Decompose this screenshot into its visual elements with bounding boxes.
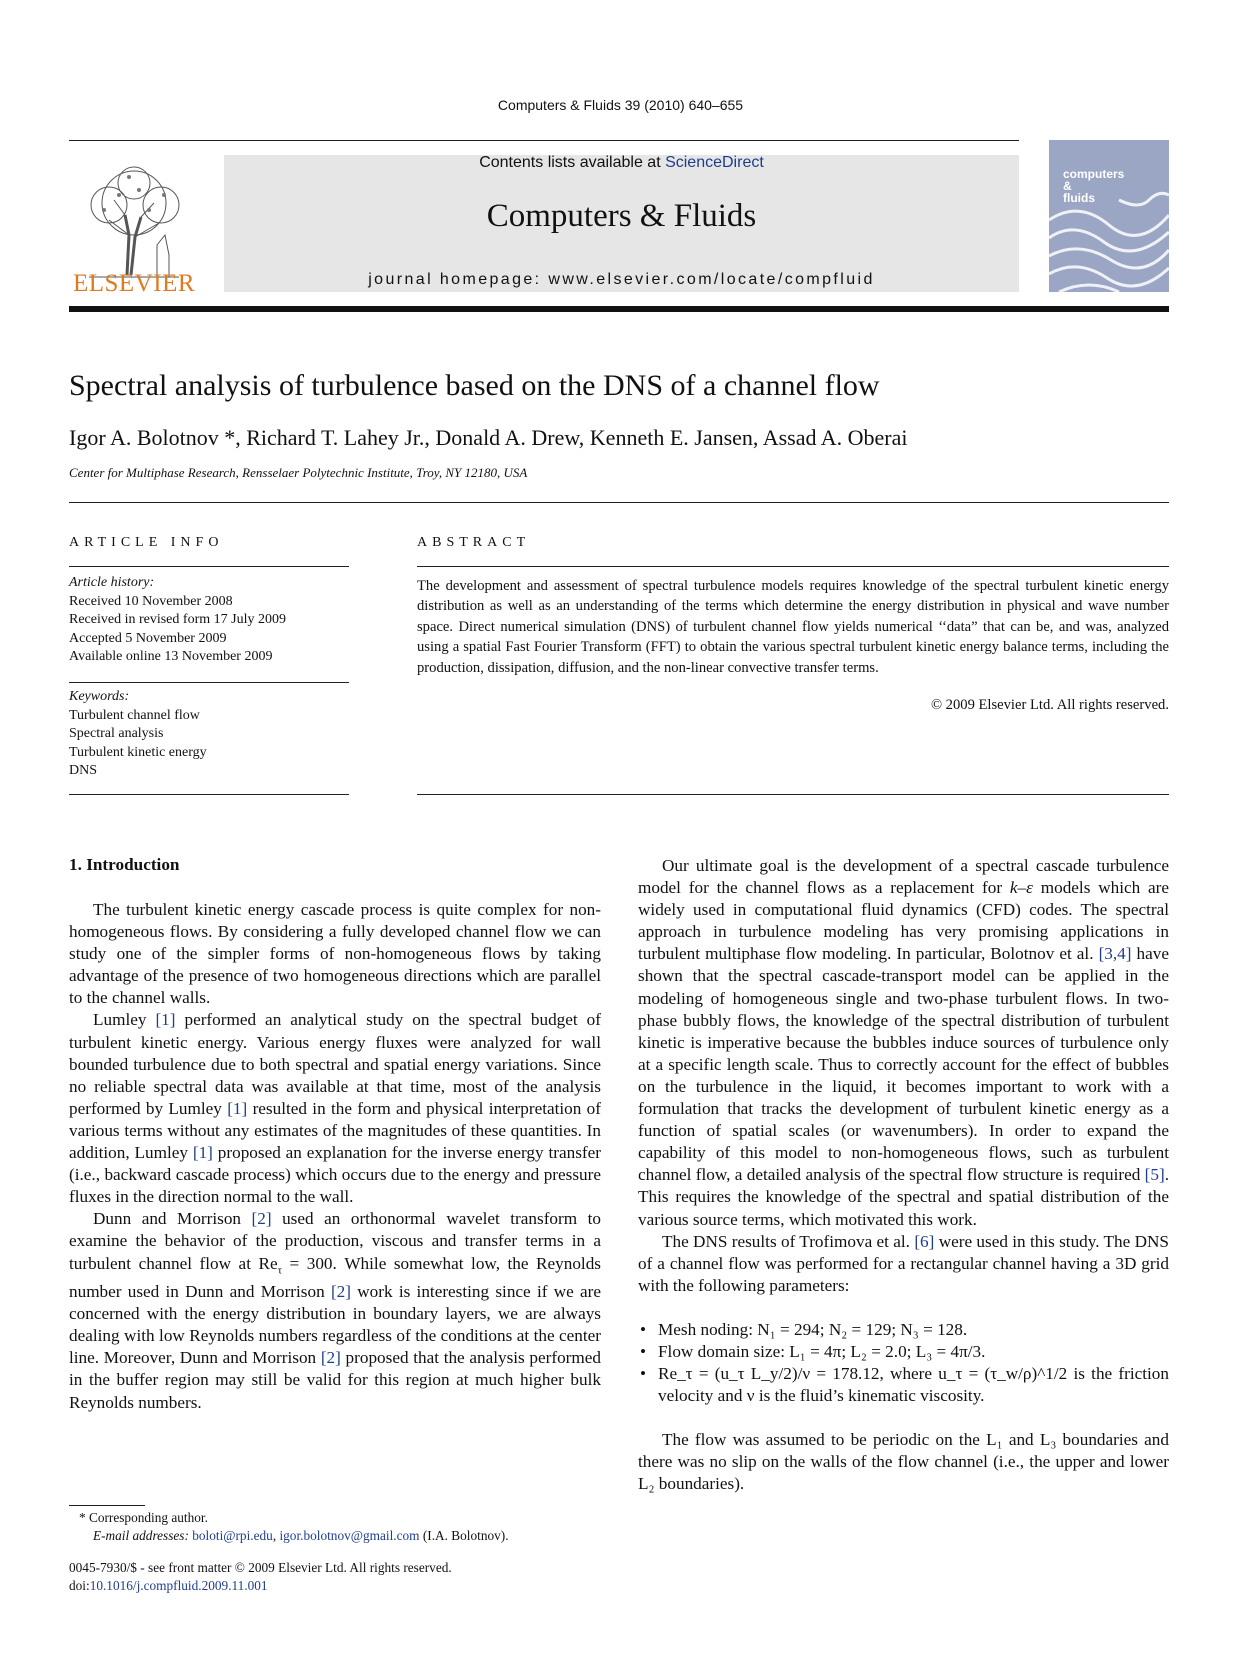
doi-line: doi:10.1016/j.compfluid.2009.11.001 <box>69 1578 268 1593</box>
list-item: • Flow domain size: L₁ = 4π; L₂ = 2.0; L₃ = 4π/3. <box>638 1341 1169 1363</box>
paragraph: Our ultimate goal is the development of a spectral cascade turbulence model for the channel flows as a replacement for k–ε models which are widely used in computational fluid dynamics (CFD) codes. The spectral approach in turbulence modeling has very promising applications in turbulent multiphase flow modeling. In particular, Bolotnov et al. [3,4] have shown that the spectral cascade-transport model can be applied in the modeling of homogeneous single and two-phase turbulent flows. In two-phase bubbly flows, the knowledge of the spectral distribution of turbulent kinetic is imperative because the bubbles induce sources of turbulence only at a specific length scale. Thus to correctly account for the effect of bubbles on the turbulence in the liquid, it becomes important to work with a formulation that tracks the development of turbulent kinetic energy as a function of spatial scales (or wavenumbers). In order to expand the capability of this model to non-homogeneous flows, such as turbulent channel flow, a detailed analysis of the spectral flow structure is required [5]. This requires the knowledge of the spectral and spatial distribution of the various source terms, which motivated this work. <box>638 856 1169 1229</box>
citation-link[interactable]: [1] <box>227 1098 248 1118</box>
journal-reference: Computers & Fluids 39 (2010) 640–655 <box>497 97 744 113</box>
corresponding-author-note: * Corresponding author. <box>79 1510 208 1525</box>
citation-link[interactable]: [2] <box>330 1282 351 1302</box>
header-rule <box>69 140 1019 141</box>
footnote <box>69 1509 629 1545</box>
front-matter-info <box>69 1559 629 1595</box>
abstract-rule <box>417 566 1169 567</box>
header-thick-rule <box>69 306 1169 312</box>
left-column-text <box>69 899 601 1414</box>
keyword-item: Spectral analysis <box>69 726 164 741</box>
history-item: Accepted 5 November 2009 <box>69 630 227 646</box>
title-rule <box>69 502 1169 503</box>
journal-cover-thumbnail <box>1049 140 1169 292</box>
paragraph: Lumley [1] performed an analytical study on the spectral budget of turbulent kinetic energy. Various energy fluxes were analyzed for wall bounded turbulence due to both spectral and spatial energy variations. Since no reliable spectral data was available at that time, most of the analysis performed by Lumley [1] resulted in the form and physical interpretation of various terms without any estimates of the magnitudes of these quantities. In addition, Lumley [1] proposed an explanation for the inverse energy transfer (i.e., backward cascade process) which occurs due to the energy and pressure fluxes in the direction normal to the wall. <box>69 1010 601 1207</box>
doi-link[interactable]: 10.1016/j.compfluid.2009.11.001 <box>89 1578 268 1593</box>
keywords-rule <box>69 682 349 683</box>
cover-wave-pattern-icon <box>1049 140 1169 292</box>
abstract-heading: ABSTRACT <box>417 535 531 550</box>
list-item: • Re_τ = (u_τ L_y/2)/ν = 178.12, where u_τ = (τ_w/ρ)^1/2 is the friction velocity and ν is the fluid’s kinematic viscosity. <box>638 1363 1169 1407</box>
email-link[interactable]: boloti@rpi.edu <box>192 1528 273 1543</box>
abstract-copyright: © 2009 Elsevier Ltd. All rights reserved. <box>930 697 1169 713</box>
journal-homepage[interactable]: journal homepage: www.elsevier.com/locate/compfluid <box>368 271 875 288</box>
history-item: Received in revised form 17 July 2009 <box>69 612 286 627</box>
keyword-item: Turbulent kinetic energy <box>69 744 207 760</box>
citation-link[interactable]: [5] <box>1144 1165 1165 1185</box>
parameter-list <box>638 1319 1169 1407</box>
footnote-rule <box>69 1505 145 1506</box>
history-item: Available online 13 November 2009 <box>69 649 273 664</box>
abstract-text: The development and assessment of spectral turbulence models requires knowledge of the spectral turbulent kinetic energy distribution as well as an understanding of the terms which determine the energy distribution in physical and wave number space. Direct numerical simulation (DNS) of turbulent channel flow yields numerical ‘‘data” that can be, and was, analyzed using a spatial Fast Fourier Transform (FFT) to obtain the various spectral turbulent kinetic energy balance terms, including the production, dissipation, diffusion, and the non-linear convective transfer terms. <box>417 578 1169 676</box>
list-item: • Mesh noding: N₁ = 294; N₂ = 129; N₃ = 128. <box>638 1319 1169 1341</box>
author-affiliation: Center for Multiphase Research, Rensselaer Polytechnic Institute, Troy, NY 12180, USA <box>69 465 528 480</box>
article-title: Spectral analysis of turbulence based on the DNS of a channel flow <box>69 369 880 402</box>
section-heading-introduction: 1. Introduction <box>69 855 180 874</box>
article-authors: Igor A. Bolotnov *, Richard T. Lahey Jr., Donald A. Drew, Kenneth E. Jansen, Assad A. Oberai <box>69 425 908 450</box>
email-addresses: E-mail addresses: boloti@rpi.edu, igor.bolotnov@gmail.com (I.A. Bolotnov). <box>93 1528 509 1543</box>
citation-link[interactable]: [1] <box>155 1010 176 1030</box>
article-info-bottom-rule <box>69 794 349 795</box>
citation-link[interactable]: [3,4] <box>1098 944 1132 964</box>
publisher-logo-text: ELSEVIER <box>72 270 196 297</box>
citation-link[interactable]: [2] <box>251 1209 272 1229</box>
article-history: Article history: Received 10 November 2008 Received in revised form 17 July 2009 Accepted 5 November 2009 Available online 13 November 2009 <box>69 574 349 667</box>
paragraph: The turbulent kinetic energy cascade process is quite complex for non-homogeneous flows. By considering a fully developed channel flow we can study one of the simpler forms of non-homogeneous flows by taking advantage of the presence of two homogeneous directions which are parallel to the channel walls. <box>69 900 601 1008</box>
paragraph: The DNS results of Trofimova et al. [6] were used in this study. The DNS of a channel flow was performed for a rectangular channel having a 3D grid with the following parameters: <box>638 1231 1169 1295</box>
paragraph: Dunn and Morrison [2] used an orthonormal wavelet transform to examine the behavior of the production, viscous and transfer terms in a turbulent channel flow at $Re_\tau = 300$. While somewhat low, the Reynolds number used in Dunn and Morrison [2] work is interesting since if we are concerned with the energy distribution in boundary layers, we are always dealing with low Reynolds numbers regardless of the conditions at the center line. Moreover, Dunn and Morrison [2] proposed that the analysis performed in the buffer region may still be valid for this region at much higher bulk Reynolds numbers. <box>69 1209 601 1412</box>
article-info-heading: ARTICLE INFO <box>69 535 224 550</box>
history-item: Received 10 November 2008 <box>69 593 233 609</box>
issn-line: 0045-7930/$ - see front matter © 2009 Elsevier Ltd. All rights reserved. <box>69 1560 452 1575</box>
keyword-item: Turbulent channel flow <box>69 707 200 723</box>
contents-line: Contents lists available at ScienceDirect <box>479 154 764 171</box>
keyword-item: DNS <box>69 763 98 778</box>
email-link[interactable]: igor.bolotnov@gmail.com <box>279 1528 420 1543</box>
cover-title: computers & fluids <box>1063 167 1125 205</box>
article-info-rule <box>69 566 349 567</box>
journal-title: Computers & Fluids <box>486 198 757 234</box>
keywords: Keywords: Turbulent channel flow Spectral analysis Turbulent kinetic energy DNS <box>69 688 349 781</box>
paragraph: The flow was assumed to be periodic on the L₁ and L₃ boundaries and there was no slip on the walls of the flow channel (i.e., the upper and lower L₂ boundaries). <box>638 1430 1169 1494</box>
citation-link[interactable]: [6] <box>914 1231 935 1251</box>
sciencedirect-link[interactable]: ScienceDirect <box>665 154 764 171</box>
abstract-bottom-rule <box>417 794 1169 795</box>
right-column-text <box>638 855 1169 1496</box>
citation-link[interactable]: [1] <box>192 1143 213 1163</box>
citation-link[interactable]: [2] <box>320 1348 341 1368</box>
